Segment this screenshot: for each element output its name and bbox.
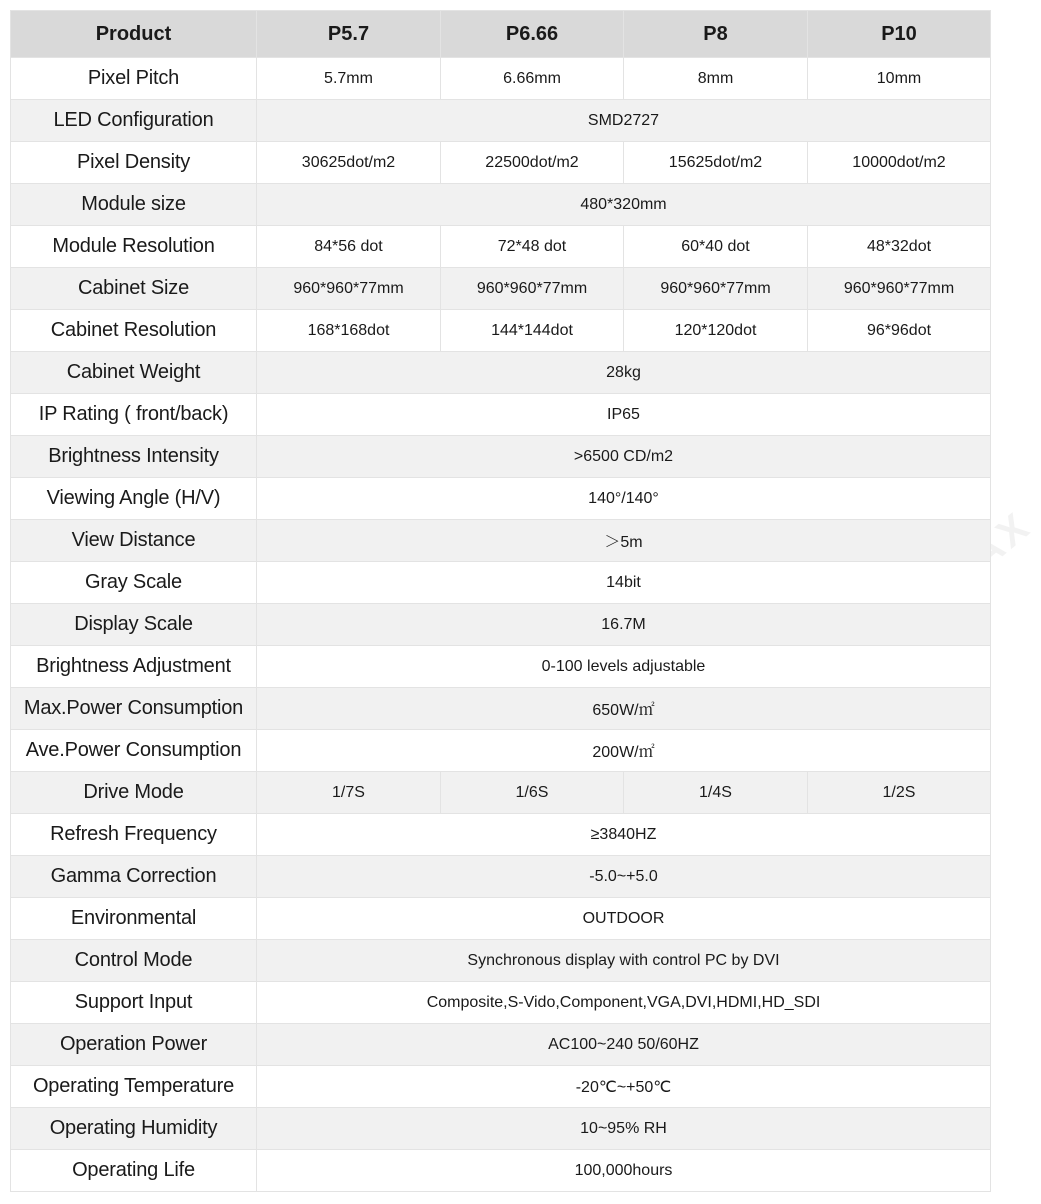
row-value-merged: 480*320mm <box>257 184 991 226</box>
row-value-merged: >6500 CD/m2 <box>257 436 991 478</box>
row-value: 10000dot/m2 <box>808 142 991 184</box>
row-label: Display Scale <box>11 604 257 646</box>
table-row <box>11 100 991 142</box>
row-value: 15625dot/m2 <box>624 142 808 184</box>
row-label: Gray Scale <box>11 562 257 604</box>
table-row <box>11 436 991 478</box>
table-row <box>11 58 991 100</box>
row-value-merged: Synchronous display with control PC by DVI <box>257 940 991 982</box>
row-value: 120*120dot <box>624 310 808 352</box>
row-label: Cabinet Resolution <box>11 310 257 352</box>
row-value: 96*96dot <box>808 310 991 352</box>
row-value-merged: 10~95% RH <box>257 1108 991 1150</box>
row-value: 22500dot/m2 <box>441 142 624 184</box>
header-model: P6.66 <box>441 11 624 58</box>
table-row <box>11 562 991 604</box>
row-value-merged: 650W/㎡ <box>257 688 991 730</box>
table-row <box>11 856 991 898</box>
table-row <box>11 478 991 520</box>
row-label: Module Resolution <box>11 226 257 268</box>
row-label: Operating Humidity <box>11 1108 257 1150</box>
row-value: 84*56 dot <box>257 226 441 268</box>
row-value-merged: 0-100 levels adjustable <box>257 646 991 688</box>
header-product: Product <box>11 11 257 58</box>
row-value: 168*168dot <box>257 310 441 352</box>
row-label: Operation Power <box>11 1024 257 1066</box>
row-value-merged: 100,000hours <box>257 1150 991 1192</box>
row-label: LED Configuration <box>11 100 257 142</box>
row-value-merged: 200W/㎡ <box>257 730 991 772</box>
table-row <box>11 142 991 184</box>
row-value: 5.7mm <box>257 58 441 100</box>
row-label: Ave.Power Consumption <box>11 730 257 772</box>
row-label: Control Mode <box>11 940 257 982</box>
table-row <box>11 814 991 856</box>
row-value: 960*960*77mm <box>441 268 624 310</box>
row-value-merged: -20℃~+50℃ <box>257 1066 991 1108</box>
table-row <box>11 1024 991 1066</box>
row-label: Viewing Angle (H/V) <box>11 478 257 520</box>
row-value: 1/2S <box>808 772 991 814</box>
table-row <box>11 520 991 562</box>
row-value: 1/7S <box>257 772 441 814</box>
spec-body <box>11 58 991 1192</box>
spec-table <box>10 10 991 1192</box>
row-value: 1/4S <box>624 772 808 814</box>
table-row <box>11 226 991 268</box>
row-value-merged: 14bit <box>257 562 991 604</box>
row-label: Max.Power Consumption <box>11 688 257 730</box>
table-row <box>11 1150 991 1192</box>
row-value: 960*960*77mm <box>624 268 808 310</box>
row-label: Drive Mode <box>11 772 257 814</box>
row-value: 30625dot/m2 <box>257 142 441 184</box>
header-model: P10 <box>808 11 991 58</box>
row-value-merged: IP65 <box>257 394 991 436</box>
row-label: View Distance <box>11 520 257 562</box>
row-label: Gamma Correction <box>11 856 257 898</box>
table-row <box>11 268 991 310</box>
row-value-merged: Composite,S-Vido,Component,VGA,DVI,HDMI,HD_SDI <box>257 982 991 1024</box>
row-value: 1/6S <box>441 772 624 814</box>
row-value-merged: 16.7M <box>257 604 991 646</box>
table-row <box>11 730 991 772</box>
table-row <box>11 1108 991 1150</box>
row-value-merged: 140°/140° <box>257 478 991 520</box>
row-value: 144*144dot <box>441 310 624 352</box>
row-label: Cabinet Size <box>11 268 257 310</box>
row-label: Pixel Pitch <box>11 58 257 100</box>
row-label: Operating Life <box>11 1150 257 1192</box>
row-label: Module size <box>11 184 257 226</box>
row-label: Environmental <box>11 898 257 940</box>
row-value: 10mm <box>808 58 991 100</box>
row-value-merged: -5.0~+5.0 <box>257 856 991 898</box>
row-label: Refresh Frequency <box>11 814 257 856</box>
row-value-merged: SMD2727 <box>257 100 991 142</box>
row-label: Brightness Intensity <box>11 436 257 478</box>
table-row <box>11 646 991 688</box>
row-value: 72*48 dot <box>441 226 624 268</box>
row-value-merged: ＞5m <box>257 520 991 562</box>
row-value: 48*32dot <box>808 226 991 268</box>
row-label: Brightness Adjustment <box>11 646 257 688</box>
header-model: P5.7 <box>257 11 441 58</box>
row-value-merged: ≥3840HZ <box>257 814 991 856</box>
row-value: 960*960*77mm <box>257 268 441 310</box>
table-row <box>11 772 991 814</box>
table-row <box>11 940 991 982</box>
header-model: P8 <box>624 11 808 58</box>
row-label: Operating Temperature <box>11 1066 257 1108</box>
row-value: 960*960*77mm <box>808 268 991 310</box>
header-row <box>11 11 991 58</box>
table-row <box>11 352 991 394</box>
row-value-merged: 28kg <box>257 352 991 394</box>
row-label: Pixel Density <box>11 142 257 184</box>
table-row <box>11 394 991 436</box>
row-label: Support Input <box>11 982 257 1024</box>
row-value-merged: AC100~240 50/60HZ <box>257 1024 991 1066</box>
table-row <box>11 604 991 646</box>
table-row <box>11 688 991 730</box>
row-value: 60*40 dot <box>624 226 808 268</box>
row-label: IP Rating ( front/back) <box>11 394 257 436</box>
table-row <box>11 982 991 1024</box>
row-label: Cabinet Weight <box>11 352 257 394</box>
row-value: 6.66mm <box>441 58 624 100</box>
table-row <box>11 898 991 940</box>
row-value-merged: OUTDOOR <box>257 898 991 940</box>
row-value: 8mm <box>624 58 808 100</box>
table-row <box>11 184 991 226</box>
table-row <box>11 310 991 352</box>
table-row <box>11 1066 991 1108</box>
